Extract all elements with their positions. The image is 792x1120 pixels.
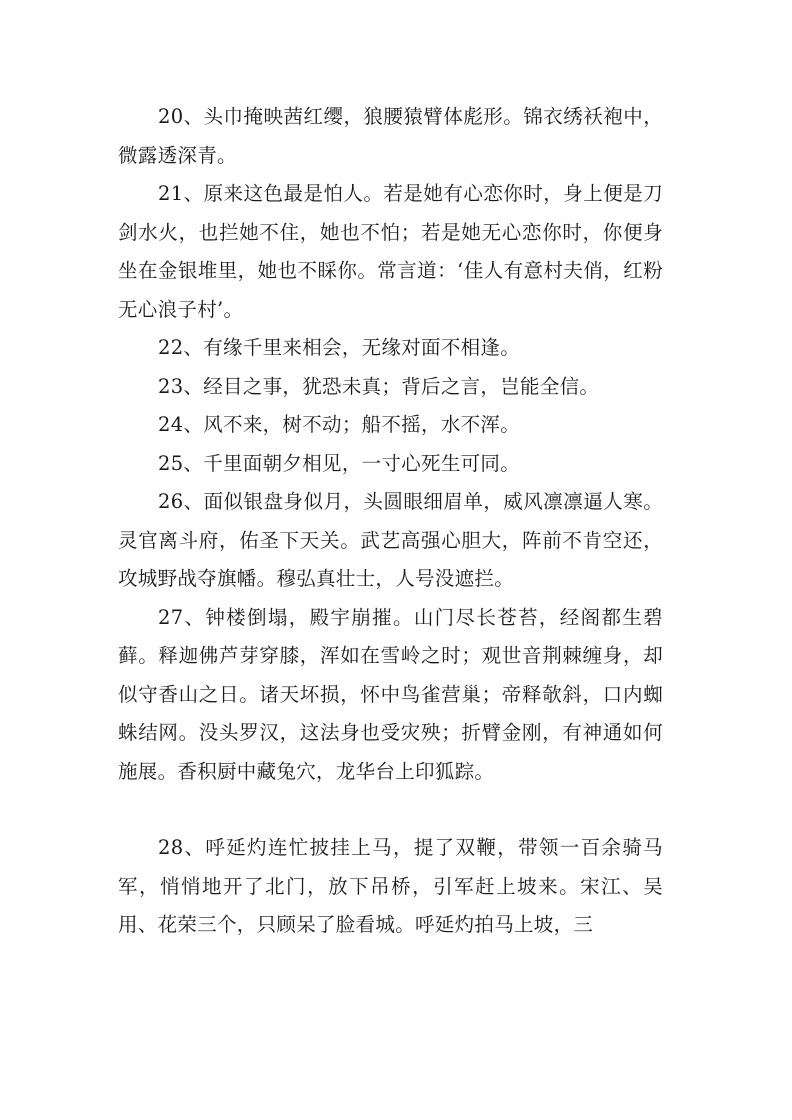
paragraph-24: 24、风不来，树不动；船不摇，水不浑。 [158,413,521,436]
paragraph-21: 21、原来这色最是怕人。若是她有心恋你时，身上便是刀剑水火，也拦她不住，她也不怕；若是她无心恋你时，你便身坐在金银堆里，她也不睬你。常言道：‘佳人有意村夫俏，红粉无心浪子村’。 [118,182,663,321]
paragraph-20: 20、头巾掩映茜红缨，狼腰猿臂体彪形。锦衣绣袄袍中，微露透深青。 [118,105,663,167]
paragraph-23: 23、经目之事，犹恐未真；背后之言，岂能全信。 [158,374,600,398]
paragraph-28: 28、呼延灼连忙披挂上马，提了双鞭，带领一百余骑马军，悄悄地开了北门，放下吊桥，引军赶上坡来。宋江、吴用、花荣三个，只顾呆了脸看城。呼延灼拍马上坡，三 [118,836,663,936]
document-page [118,98,663,945]
paragraph-gap [118,791,663,829]
paragraph-25: 25、千里面朝夕相见，一寸心死生可同。 [158,451,521,475]
paragraph-22: 22、有缘千里来相会，无缘对面不相逢。 [158,336,521,359]
paragraph-26: 26、面似银盘身似月，头圆眼细眉单，威风凛凛逼人寒。灵官离斗府，佑圣下天关。武艺高强心胆大，阵前不肯空还，攻城野战夺旗幡。穆弘真壮士，人号没遮拦。 [118,490,663,590]
paragraph-27: 27、钟楼倒塌，殿宇崩摧。山门尽长苍苔，经阁都生碧藓。释迦佛芦芽穿膝，浑如在雪岭之时；观世音荆棘缠身，却似守香山之日。诸天坏损，怀中鸟雀营巢；帝释欹斜，口内蜘蛛结网。没头罗汉，这法身也受灾殃；折臂金刚，有神通如何施展。香积厨中藏兔穴，龙华台上印狐踪。 [118,605,663,783]
